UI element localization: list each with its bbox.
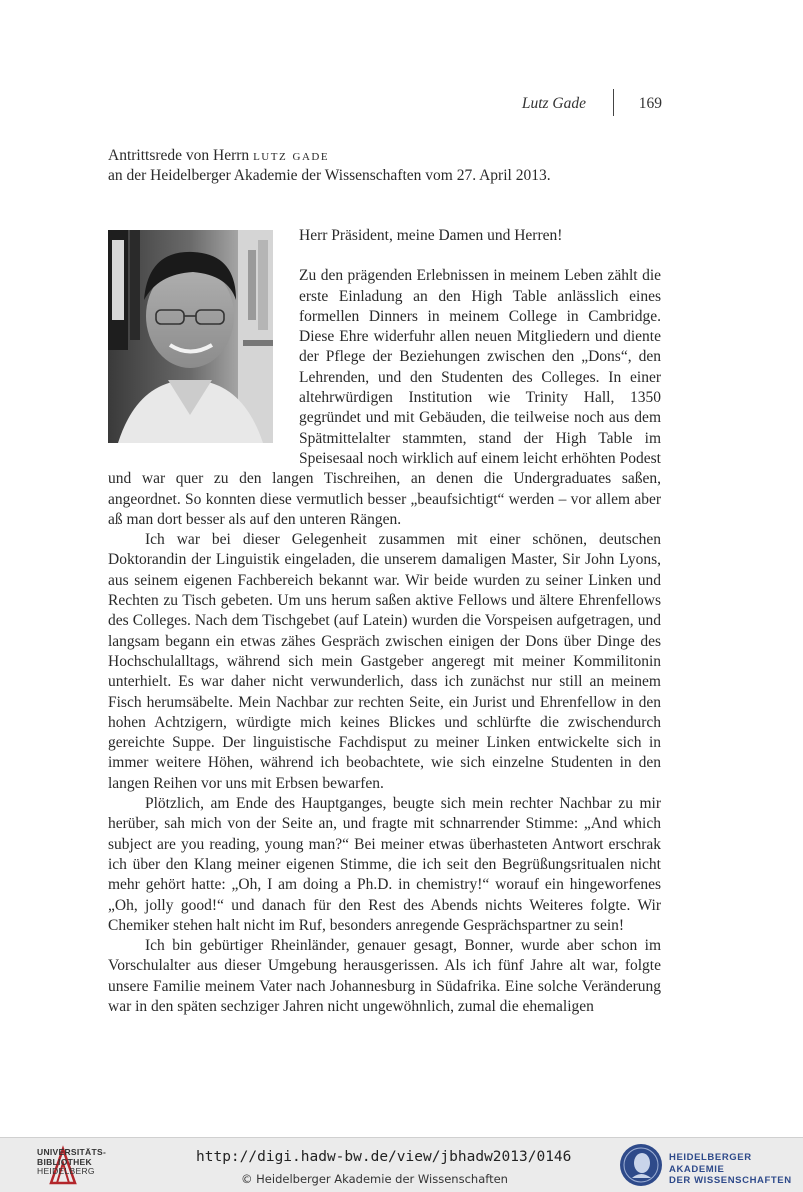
page-number: 169	[638, 95, 662, 112]
library-name-line-3: HEIDELBERG	[37, 1166, 95, 1176]
university-library-name	[37, 1148, 106, 1177]
library-name-line-2: BIBLIOTHEK	[37, 1156, 92, 1167]
running-head-author: Lutz Gade	[521, 95, 586, 112]
paragraph-4: Ich bin gebürtiger Rheinländer, genauer gesagt, Bonner, wurde aber schon im Vorschulalter aus dieser Umgebung herausgerissen. Als ich fünf Jahre alt war, folgte unsere Familie meinem Vater nach Johannesburg in Südafrika. Eine solche Veränderung war in den späten sechziger Jahren nicht ungewöhnlich, zumal die ehemaligen	[108, 937, 661, 1015]
speaker-name: lutz gade	[253, 147, 330, 164]
permalink-url[interactable]: http://digi.hadw-bw.de/view/jbhadw2013/0146	[196, 1149, 572, 1165]
intro-line-1	[108, 146, 668, 166]
digitization-footer	[0, 1137, 803, 1192]
academy-name	[669, 1152, 803, 1187]
speech-body	[108, 226, 661, 1017]
academy-name-line-1: HEIDELBERGER AKADEMIE	[669, 1152, 752, 1175]
running-head	[400, 93, 662, 119]
portrait-wrap-space	[108, 226, 299, 452]
copyright-notice: © Heidelberger Akademie der Wissenschaften	[241, 1172, 508, 1186]
paragraph-2: Ich war bei dieser Gelegenheit zusammen mit einer schönen, deutschen Doktorandin der Linguistik eingeladen, die unserem damaligen Master, Sir John Lyons, aus seinem eigenen Fachbereich bekannt war. Wir beide wurden zu seiner Linken und Rechten zu Tisch gebeten. Um uns herum saßen aktive Fellows und ältere Ehrenfellows des Colleges. Nach dem Tischgebet (auf Latein) wurden die Vorspeisen aufgetragen, und langsam begann ein etwas zähes Gespräch zwischen einigen der Dons über Dinge des Hochschulalltags, während sich mein Gastgeber angeregt mit meiner Kommilitonin unterhielt. Es war daher nicht verwunderlich, dass ich zunächst nur still an meinem Fisch herumsäbelte. Mein Nachbar zur rechten Seite, ein Jurist und Ehrenfellow in den hohen Achtzigern, würdigte mich keines Blickes und schlürfte die zwischendurch gereichte Suppe. Der linguistische Fachdisput zu meiner Linken entwickelte sich in immer weitere Höhen, während ich beobachtete, wie sich einzelne Studenten in den langen Reihen vor uns mit Erbsen bewarfen.	[108, 531, 661, 792]
academy-seal-icon	[618, 1142, 664, 1188]
library-name-line-1: UNIVERSITÄTS-	[37, 1147, 107, 1157]
academy-name-line-2: DER WISSENSCHAFTEN	[669, 1175, 792, 1186]
paragraph-1: Zu den prägenden Erlebnissen in meinem Leben zählt die erste Einladung an den High Table anlässlich eines formellen Dinners in meinem College in Cambridge. Diese Ehre widerfuhr allen neuen Mitgliedern und diente der Pflege der Beziehungen zwischen den „Dons“, den Lehrenden, und den Studenten des Colleges. In einer altehrwürdigen Institution wie Trinity Hall, 1350 gegründet und mit Gebäuden, die teilweise noch aus dem Spätmittelalter stammten, stand der High Table im Speisesaal noch wirklich auf einem leicht erhöhten Podest und war quer zu den langen Tischreihen, an denen die Undergraduates saßen, angeordnet. So konnten diese vermutlich besser „beaufsichtigt“ werden – vor allem aber aß man dort besser als auf den unteren Rängen.	[108, 267, 661, 528]
speech-intro	[108, 146, 668, 186]
intro-prefix: Antrittsrede von Herrn	[108, 147, 250, 164]
intro-line-2: an der Heidelberger Akademie der Wissenschaften vom 27. April 2013.	[108, 167, 551, 184]
paragraph-3: Plötzlich, am Ende des Hauptganges, beugte sich mein rechter Nachbar zu mir herüber, sah mich von der Seite an, und fragte mit schnarrender Stimme: „And which subject are you reading, young man?“ Bei meiner etwas überhasteten Antwort erschrak ich über den Klang meiner eigenen Stimme, die ich seit den Begrüßungsritualen nicht mehr gehört hatte: „Oh, I am doing a Ph.D. in chemistry!“ worauf ein hingeworfenes „Oh, jolly good!“ und danach für den Rest des Abends nichts Weiteres folgte. Wir Chemiker stehen halt nicht im Ruf, besonders anregende Gesprächspartner zu sein!	[108, 795, 661, 934]
running-head-divider	[613, 89, 614, 116]
salutation: Herr Präsident, meine Damen und Herren!	[299, 227, 563, 244]
